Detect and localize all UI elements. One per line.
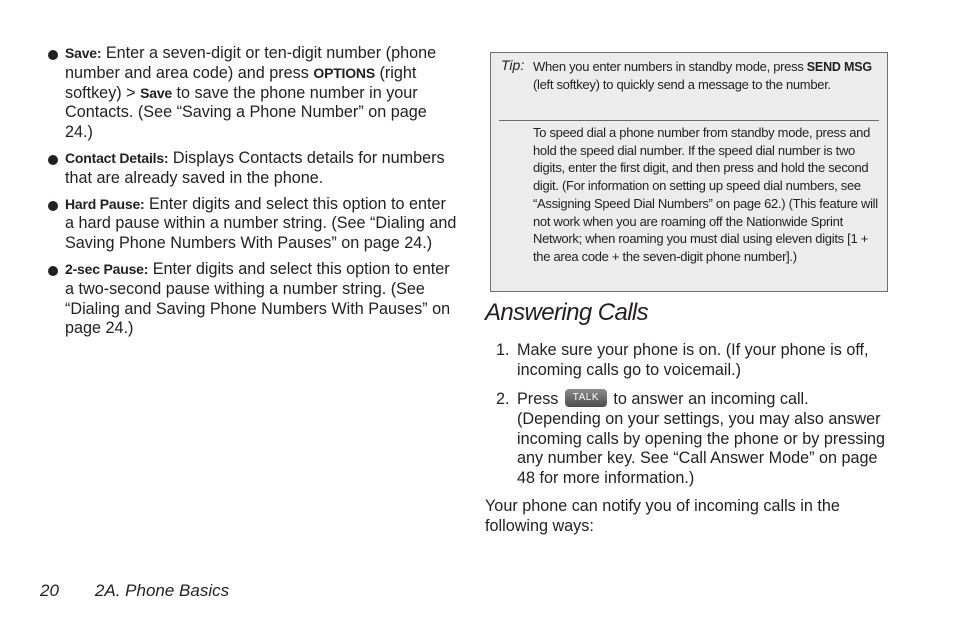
bullet-text: Enter a seven-digit or ten-digit number (phone number and area code) and press — [65, 44, 437, 82]
tip-box — [490, 52, 888, 292]
footer-section: 2A. Phone Basics — [94, 581, 230, 600]
bullet-label: Contact Details: — [65, 149, 169, 166]
send-msg-key-label: SEND MSG — [806, 60, 872, 74]
closing-paragraph: Your phone can notify you of incoming calls in the following ways: — [485, 497, 840, 535]
tip-speed-dial-text: To speed dial a phone number from standby mode, press and hold the speed dial number. If the speed dial number is two digits, enter the first digit, and then press and hold the second digit. (For information on setting up speed dial numbers, see “Assigning Speed Dial Numbers” on page 62.) (This feature will not work when you are roaming off the Nationwide Sprint Network; when roaming you must dial using eleven digits [1 + the area code + the seven-digit phone number].) — [533, 125, 878, 264]
tip-divider — [499, 120, 879, 121]
bullet-dot-icon — [48, 50, 58, 60]
tip-label: Tip: — [501, 57, 525, 73]
talk-key-icon: TALK — [565, 389, 607, 407]
step-text-part: to answer an incoming call. (Depending on your settings, you may also answer incoming calls by opening the phone or by pressing any number key. See “Call Answer Mode” on page 48 for more information.) — [517, 390, 886, 488]
step-text: Make sure your phone is on. (If your phone is off, incoming calls go to voicemail.) — [517, 341, 869, 379]
step-text — [517, 390, 895, 489]
tip-text-part: When you enter numbers in standby mode, press — [533, 59, 807, 74]
step-number: 2. — [496, 390, 510, 408]
left-column — [48, 44, 458, 345]
tip-text-part: (left softkey) to quickly send a message to the number. — [533, 77, 831, 92]
bullet-dot-icon — [48, 201, 58, 211]
bullet-label: Save: — [65, 45, 102, 61]
bullet-label: 2-sec Pause: — [65, 260, 149, 277]
bullet-2-sec-pause — [48, 260, 458, 339]
section-title: Answering Calls — [485, 299, 649, 326]
bullet-text: (right softkey) > — [65, 63, 417, 102]
save-key-label: Save — [140, 84, 173, 101]
step-number: 1. — [496, 341, 510, 359]
tip-text — [533, 58, 883, 94]
options-key-label: OPTIONS — [313, 64, 375, 81]
bullet-text: Enter digits and select this option to enter a two-second pause withing a number string. (See “Dialing and Saving Phone Numbers With Pauses” on page 24.) — [65, 259, 451, 338]
bullet-save — [48, 44, 458, 143]
bullet-text: to save the phone number in your Contacts. (See “Saving a Phone Number” on page 24.) — [65, 83, 427, 142]
bullet-contact-details — [48, 149, 458, 189]
bullet-label: Hard Pause: — [65, 195, 145, 212]
bullet-hard-pause — [48, 195, 458, 254]
step-text-part: Press — [517, 390, 563, 408]
page-footer — [40, 581, 229, 601]
bullet-dot-icon — [48, 266, 58, 276]
bullet-dot-icon — [48, 155, 58, 165]
bullet-text: Enter digits and select this option to enter a hard pause within a number string. (See “Dialing and Saving Phone Numbers With Pauses” on page 24.) — [65, 194, 457, 253]
bullet-text: Displays Contacts details for numbers that are already saved in the phone. — [65, 148, 445, 187]
page-number: 20 — [40, 581, 59, 600]
